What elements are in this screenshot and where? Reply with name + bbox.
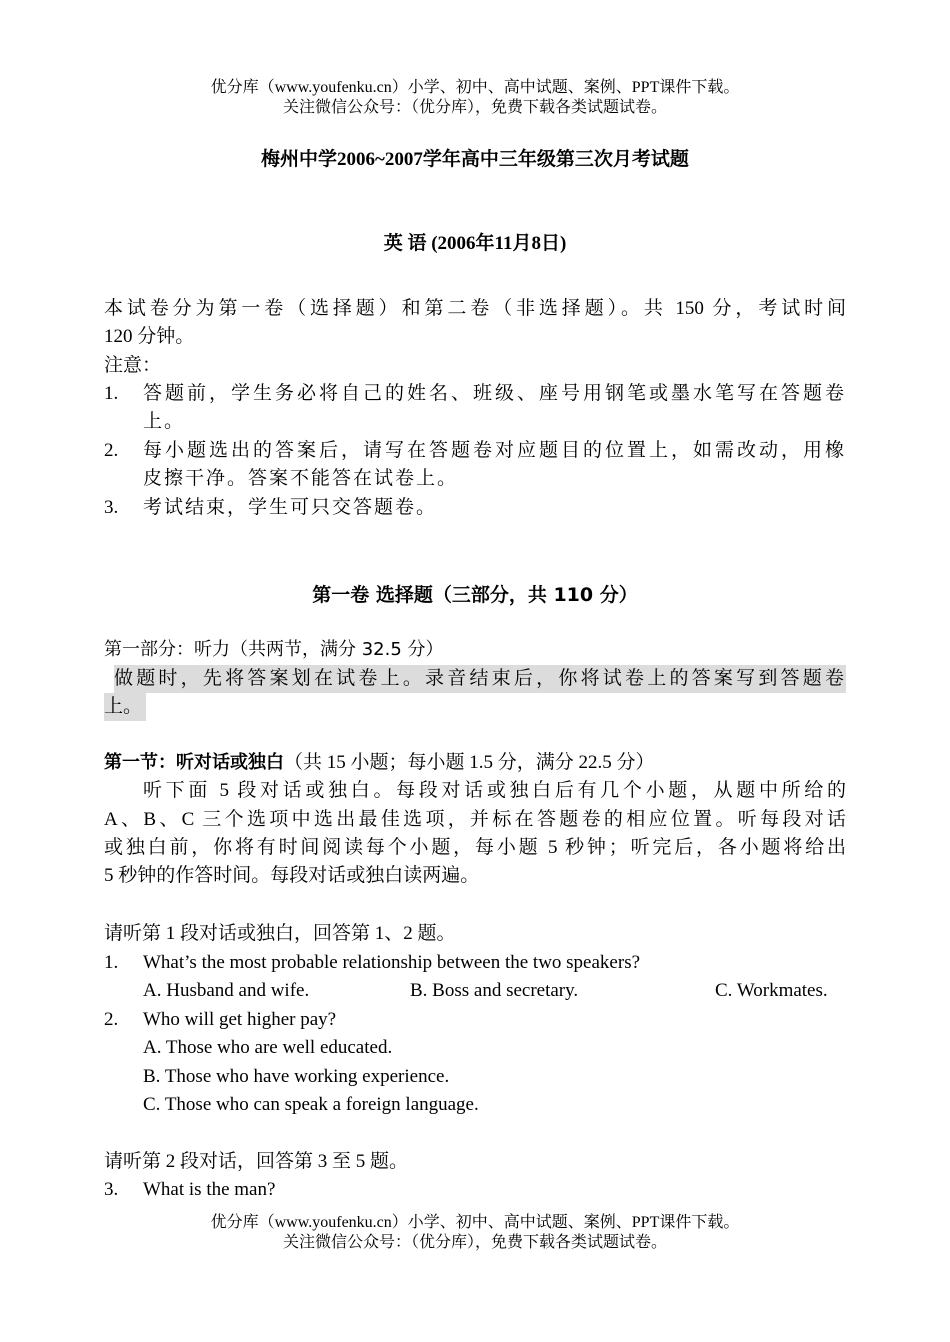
intro-line2: 120 分钟。	[104, 326, 195, 347]
notice-item-text-cont: 皮擦干净。答案不能答在试卷上。	[143, 468, 459, 489]
question-option-a: A. Husband and wife.	[143, 980, 310, 1001]
question-option-c: C. Workmates.	[715, 980, 828, 1001]
section1-title	[104, 749, 846, 777]
question-number: 1.	[104, 952, 119, 973]
notice-item-number: 1.	[104, 383, 119, 404]
section1-desc-line: 5 秒钟的作答时间。每段对话或独白读两遍。	[104, 865, 480, 886]
site-header-line2: 关注微信公众号：（优分库），免费下载各类试题试卷。	[282, 99, 667, 116]
section1-title-bold: 第一节：听对话或独白	[104, 752, 284, 773]
intro-line1: 本试卷分为第一卷（选择题）和第二卷（非选择题）。共 150 分，考试时间	[104, 298, 846, 319]
section1-desc-line: 或独白前，你将有时间阅读每个小题，每小题 5 秒钟；听完后，各小题将给出	[104, 837, 846, 858]
question-text: What is the man?	[143, 1179, 276, 1200]
notice-label: 注意：	[104, 355, 162, 376]
group1-instruction: 请听第 1 段对话或独白，回答第 1、2 题。	[104, 923, 456, 944]
question-text: What’s the most probable relationship between the two speakers?	[143, 952, 641, 973]
site-header-line1: 优分库（www.youfenku.cn）小学、初中、高中试题、案例、PPT课件下载。	[210, 79, 740, 96]
site-footer-line1: 优分库（www.youfenku.cn）小学、初中、高中试题、案例、PPT课件下载。	[210, 1214, 740, 1231]
question-option-b: B. Boss and secretary.	[410, 980, 579, 1001]
question-number: 2.	[104, 1009, 119, 1030]
question-option-a: A. Those who are well educated.	[143, 1037, 393, 1058]
exam-title: 梅州中学2006~2007学年高中三年级第三次月考试题	[261, 149, 689, 170]
notice-item-text: 考试结束，学生可只交答题卷。	[143, 497, 438, 518]
site-footer-line2: 关注微信公众号：（优分库），免费下载各类试题试卷。	[282, 1234, 667, 1251]
exam-subject: 英 语 (2006年11月8日)	[383, 233, 567, 254]
section1-desc-line: A、B、C 三个选项中选出最佳选项，并标在答题卷的相应位置。听每段对话	[104, 809, 846, 830]
notice-item-number: 3.	[104, 497, 119, 518]
section1-desc-line: 听下面 5 段对话或独白。每段对话或独白后有几个小题，从题中所给的	[143, 780, 846, 801]
notice-item-text: 答题前，学生务必将自己的姓名、班级、座号用钢笔或墨水笔写在答题卷	[143, 383, 846, 404]
part1-note-line1: 做题时，先将答案划在试卷上。录音结束后，你将试卷上的答案写到答题卷	[114, 665, 846, 693]
part1-sub-heading: 第一部分：听力（共两节，满分 32.5 分）	[104, 639, 444, 660]
notice-item-number: 2.	[104, 440, 119, 461]
notice-item-text: 每小题选出的答案后，请写在答题卷对应题目的位置上，如需改动，用橡	[143, 440, 846, 461]
question-option-b: B. Those who have working experience.	[143, 1066, 450, 1087]
part1-heading: 第一卷 选择题（三部分，共 110 分）	[312, 584, 638, 606]
part1-note-line2: 上。	[104, 693, 146, 721]
question-option-c: C. Those who can speak a foreign language.	[143, 1094, 479, 1115]
section1-title-rest: （共 15 小题；每小题 1.5 分，满分 22.5 分）	[284, 752, 655, 773]
question-number: 3.	[104, 1179, 119, 1200]
question-text: Who will get higher pay?	[143, 1009, 337, 1030]
notice-item-text-cont: 上。	[143, 411, 186, 432]
group2-instruction: 请听第 2 段对话，回答第 3 至 5 题。	[104, 1151, 409, 1172]
